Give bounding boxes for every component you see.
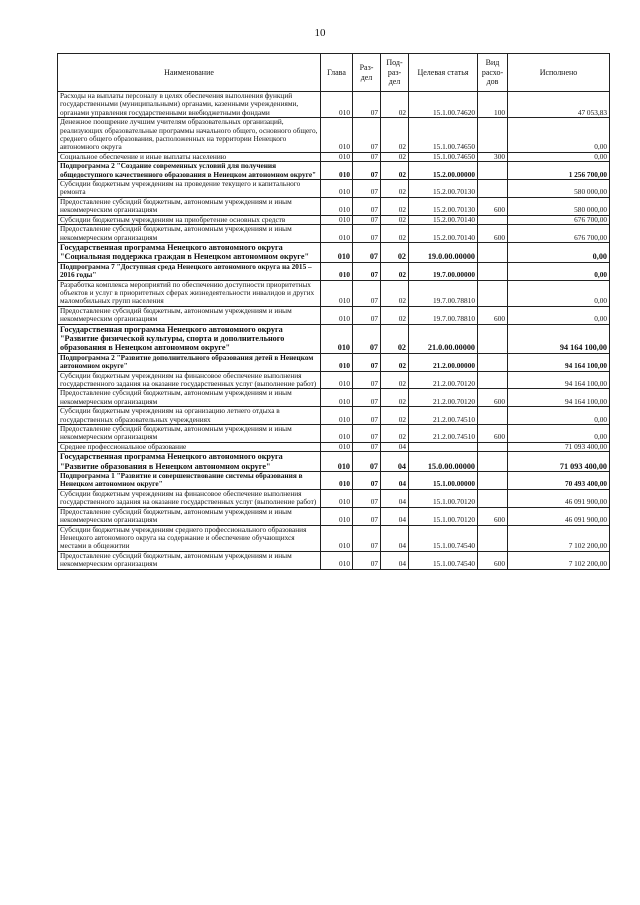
- row-vid: [478, 371, 508, 389]
- header-glava: Глава: [321, 54, 353, 92]
- row-name: Предоставление субсидий бюджетным, автономным учреждениям и иным некоммерческим организациям: [58, 225, 321, 243]
- row-target: 15.2.00.70140: [409, 215, 478, 224]
- row-razdel: 07: [353, 162, 381, 180]
- row-glava: 010: [321, 152, 353, 161]
- row-executed: 0,00: [508, 425, 610, 443]
- row-target: 15.1.00.74650: [409, 152, 478, 161]
- row-podrazdel: 02: [381, 262, 409, 280]
- row-name: Субсидии бюджетным учреждениям среднего профессионального образования Ненецкого автономного округа на содержание и обеспечение обучающихся местами в общежитии: [58, 525, 321, 551]
- row-glava: 010: [321, 389, 353, 407]
- row-glava: 010: [321, 425, 353, 443]
- row-executed: 1 256 700,00: [508, 162, 610, 180]
- row-executed: 676 700,00: [508, 225, 610, 243]
- row-name: Предоставление субсидий бюджетным, автономным учреждениям и иным некоммерческим организациям: [58, 507, 321, 525]
- row-name: Подпрограмма 1 "Развитие и совершенствование системы образования в Ненецком автономном округе": [58, 472, 321, 490]
- row-glava: 010: [321, 353, 353, 371]
- row-executed: 0,00: [508, 152, 610, 161]
- row-name: Предоставление субсидий бюджетным, автономным учреждениям и иным некоммерческим организациям: [58, 425, 321, 443]
- row-target: 19.7.00.78810: [409, 306, 478, 324]
- header-name: Наименование: [58, 54, 321, 92]
- row-razdel: 07: [353, 280, 381, 306]
- row-executed: 0,00: [508, 306, 610, 324]
- row-name: Предоставление субсидий бюджетным, автономным учреждениям и иным некоммерческим организациям: [58, 306, 321, 324]
- table-row: [58, 371, 610, 389]
- row-target: 21.2.00.74510: [409, 425, 478, 443]
- row-name: Субсидии бюджетным учреждениям на финансовое обеспечение выполнения государственного задания на оказание государственных услуг (выполнение работ): [58, 371, 321, 389]
- row-razdel: 07: [353, 472, 381, 490]
- row-executed: 70 493 400,00: [508, 472, 610, 490]
- row-glava: 010: [321, 92, 353, 118]
- row-target: 15.1.00.70120: [409, 507, 478, 525]
- row-podrazdel: 02: [381, 371, 409, 389]
- row-target: 21.2.00.70120: [409, 389, 478, 407]
- row-name: Подпрограмма 7 "Доступная среда Ненецкого автономного округа на 2015 – 2016 годы": [58, 262, 321, 280]
- row-executed: 580 000,00: [508, 197, 610, 215]
- row-podrazdel: 02: [381, 197, 409, 215]
- row-target: 15.2.00.70140: [409, 225, 478, 243]
- row-executed: 0,00: [508, 280, 610, 306]
- table-row: [58, 152, 610, 161]
- row-glava: 010: [321, 118, 353, 153]
- header-row: [58, 54, 610, 92]
- row-name: Государственная программа Ненецкого автономного округа "Социальная поддержка граждан в Ненецком автономном округе": [58, 242, 321, 262]
- budget-table: [57, 53, 610, 570]
- row-vid: [478, 472, 508, 490]
- row-podrazdel: 02: [381, 425, 409, 443]
- row-podrazdel: 02: [381, 118, 409, 153]
- row-executed: 47 053,83: [508, 92, 610, 118]
- table-row: [58, 389, 610, 407]
- row-razdel: 07: [353, 92, 381, 118]
- row-razdel: 07: [353, 353, 381, 371]
- row-name: Среднее профессиональное образование: [58, 442, 321, 451]
- row-name: Государственная программа Ненецкого автономного округа "Развитие образования в Ненецком автономном округе": [58, 452, 321, 472]
- row-executed: 0,00: [508, 242, 610, 262]
- row-name: Субсидии бюджетным учреждениям на приобретение основных средств: [58, 215, 321, 224]
- row-executed: 676 700,00: [508, 215, 610, 224]
- row-podrazdel: 02: [381, 389, 409, 407]
- row-podrazdel: 04: [381, 452, 409, 472]
- row-podrazdel: 04: [381, 551, 409, 569]
- row-vid: [478, 525, 508, 551]
- row-target: 21.2.00.74510: [409, 407, 478, 425]
- row-glava: 010: [321, 551, 353, 569]
- row-glava: 010: [321, 215, 353, 224]
- row-name: Расходы на выплаты персоналу в целях обеспечения выполнения функций государственными (муниципальными) органами, казенными учреждениями, органами управления государственными внебюджетными фондами: [58, 92, 321, 118]
- row-name: Государственная программа Ненецкого автономного округа "Развитие физической культуры, спорта и дополнительного образования в Ненецком автономном округе": [58, 324, 321, 353]
- row-razdel: 07: [353, 152, 381, 161]
- row-glava: 010: [321, 489, 353, 507]
- header-razdel: Раз-дел: [353, 54, 381, 92]
- header-podrazdel: Под-раз-дел: [381, 54, 409, 92]
- row-vid: [478, 242, 508, 262]
- row-target: 19.0.00.00000: [409, 242, 478, 262]
- row-razdel: 07: [353, 489, 381, 507]
- row-executed: 0,00: [508, 118, 610, 153]
- row-glava: 010: [321, 452, 353, 472]
- row-razdel: 07: [353, 215, 381, 224]
- row-name: Предоставление субсидий бюджетным, автономным учреждениям и иным некоммерческим организациям: [58, 389, 321, 407]
- row-vid: 600: [478, 507, 508, 525]
- row-podrazdel: 02: [381, 242, 409, 262]
- row-podrazdel: 02: [381, 306, 409, 324]
- row-podrazdel: 02: [381, 324, 409, 353]
- table-row: [58, 425, 610, 443]
- row-podrazdel: 04: [381, 507, 409, 525]
- header-executed: Исполнено: [508, 54, 610, 92]
- row-target: 15.0.00.00000: [409, 452, 478, 472]
- row-glava: 010: [321, 306, 353, 324]
- row-vid: 600: [478, 425, 508, 443]
- row-vid: [478, 353, 508, 371]
- row-vid: 600: [478, 197, 508, 215]
- row-podrazdel: 02: [381, 407, 409, 425]
- row-executed: 94 164 100,00: [508, 371, 610, 389]
- row-glava: 010: [321, 371, 353, 389]
- table-row: [58, 197, 610, 215]
- row-executed: 7 102 200,00: [508, 525, 610, 551]
- table-row: [58, 489, 610, 507]
- page-number: 10: [314, 27, 326, 39]
- row-glava: 010: [321, 280, 353, 306]
- row-vid: 100: [478, 92, 508, 118]
- row-executed: 71 093 400,00: [508, 442, 610, 451]
- row-executed: 94 164 100,00: [508, 389, 610, 407]
- row-target: 21.2.00.70120: [409, 371, 478, 389]
- row-name: Субсидии бюджетным учреждениям на организацию летнего отдыха в государственных образовательных учреждениях: [58, 407, 321, 425]
- row-target: 19.7.00.00000: [409, 262, 478, 280]
- header-target: Целевая статья: [409, 54, 478, 92]
- table-row: [58, 507, 610, 525]
- row-podrazdel: 02: [381, 180, 409, 198]
- row-podrazdel: 04: [381, 489, 409, 507]
- row-podrazdel: 04: [381, 525, 409, 551]
- row-executed: 0,00: [508, 407, 610, 425]
- table-row: [58, 118, 610, 153]
- row-target: 15.1.00.74620: [409, 92, 478, 118]
- table-row: [58, 442, 610, 451]
- row-vid: [478, 262, 508, 280]
- row-glava: 010: [321, 525, 353, 551]
- row-name: Денежное поощрение лучшим учителям образовательных организаций, реализующих образовательные программы начального общего, основного общего, среднего общего образования, расположенных на территории Ненецкого автономного округа: [58, 118, 321, 153]
- row-target: 15.1.00.74540: [409, 551, 478, 569]
- row-target: 21.2.00.00000: [409, 353, 478, 371]
- row-razdel: 07: [353, 225, 381, 243]
- row-glava: 010: [321, 180, 353, 198]
- table-row: [58, 407, 610, 425]
- row-podrazdel: 04: [381, 442, 409, 451]
- row-vid: [478, 215, 508, 224]
- row-razdel: 07: [353, 442, 381, 451]
- row-vid: 600: [478, 551, 508, 569]
- row-vid: [478, 162, 508, 180]
- table-row: [58, 306, 610, 324]
- table-row: [58, 280, 610, 306]
- row-razdel: 07: [353, 551, 381, 569]
- row-podrazdel: 02: [381, 152, 409, 161]
- table-row: [58, 92, 610, 118]
- row-podrazdel: 02: [381, 225, 409, 243]
- table-row: [58, 324, 610, 353]
- row-name: Разработка комплекса мероприятий по обеспечению доступности приоритетных объектов и услуг в приоритетных сферах жизнедеятельности инвалидов и других маломобильных групп населения: [58, 280, 321, 306]
- row-target: 21.0.00.00000: [409, 324, 478, 353]
- row-razdel: 07: [353, 197, 381, 215]
- row-podrazdel: 02: [381, 92, 409, 118]
- row-podrazdel: 02: [381, 162, 409, 180]
- row-executed: 46 091 900,00: [508, 507, 610, 525]
- row-glava: 010: [321, 262, 353, 280]
- row-glava: 010: [321, 324, 353, 353]
- row-target: 15.2.00.70130: [409, 197, 478, 215]
- row-razdel: 07: [353, 389, 381, 407]
- row-vid: [478, 442, 508, 451]
- table-row: [58, 242, 610, 262]
- header-vid: Вид расхо-дов: [478, 54, 508, 92]
- row-vid: [478, 489, 508, 507]
- row-razdel: 07: [353, 262, 381, 280]
- row-razdel: 07: [353, 118, 381, 153]
- row-podrazdel: 02: [381, 280, 409, 306]
- table-row: [58, 162, 610, 180]
- row-razdel: 07: [353, 407, 381, 425]
- table-row: [58, 452, 610, 472]
- row-target: 15.1.00.74540: [409, 525, 478, 551]
- table-row: [58, 551, 610, 569]
- table-row: [58, 472, 610, 490]
- row-executed: 71 093 400,00: [508, 452, 610, 472]
- row-target: 15.1.00.00000: [409, 472, 478, 490]
- row-name: Предоставление субсидий бюджетным, автономным учреждениям и иным некоммерческим организациям: [58, 197, 321, 215]
- row-target: 15.1.00.70120: [409, 489, 478, 507]
- row-razdel: 07: [353, 507, 381, 525]
- row-name: Подпрограмма 2 "Развитие дополнительного образования детей в Ненецком автономном округе": [58, 353, 321, 371]
- row-target: 19.7.00.78810: [409, 280, 478, 306]
- table-row: [58, 262, 610, 280]
- row-glava: 010: [321, 242, 353, 262]
- row-vid: 600: [478, 225, 508, 243]
- row-razdel: 07: [353, 452, 381, 472]
- row-podrazdel: 04: [381, 472, 409, 490]
- row-vid: 600: [478, 389, 508, 407]
- row-razdel: 07: [353, 180, 381, 198]
- row-glava: 010: [321, 162, 353, 180]
- row-glava: 010: [321, 472, 353, 490]
- table-row: [58, 353, 610, 371]
- row-razdel: 07: [353, 525, 381, 551]
- table-row: [58, 225, 610, 243]
- row-razdel: 07: [353, 324, 381, 353]
- row-target: 15.2.00.70130: [409, 180, 478, 198]
- row-glava: 010: [321, 507, 353, 525]
- row-vid: [478, 324, 508, 353]
- row-vid: [478, 407, 508, 425]
- row-vid: [478, 280, 508, 306]
- row-vid: [478, 118, 508, 153]
- row-target: 15.1.00.74650: [409, 118, 478, 153]
- row-glava: 010: [321, 225, 353, 243]
- row-razdel: 07: [353, 371, 381, 389]
- row-glava: 010: [321, 407, 353, 425]
- row-name: Предоставление субсидий бюджетным, автономным учреждениям и иным некоммерческим организациям: [58, 551, 321, 569]
- row-podrazdel: 02: [381, 353, 409, 371]
- row-target: 15.2.00.00000: [409, 162, 478, 180]
- row-razdel: 07: [353, 425, 381, 443]
- table-row: [58, 525, 610, 551]
- row-executed: 94 164 100,00: [508, 324, 610, 353]
- table-row: [58, 215, 610, 224]
- row-name: Социальное обеспечение и иные выплаты населению: [58, 152, 321, 161]
- table-row: [58, 180, 610, 198]
- row-executed: 46 091 900,00: [508, 489, 610, 507]
- row-podrazdel: 02: [381, 215, 409, 224]
- row-vid: [478, 180, 508, 198]
- row-razdel: 07: [353, 242, 381, 262]
- row-vid: 600: [478, 306, 508, 324]
- row-razdel: 07: [353, 306, 381, 324]
- row-executed: 580 000,00: [508, 180, 610, 198]
- row-vid: [478, 452, 508, 472]
- row-executed: 0,00: [508, 262, 610, 280]
- row-executed: 7 102 200,00: [508, 551, 610, 569]
- row-vid: 300: [478, 152, 508, 161]
- row-name: Субсидии бюджетным учреждениям на проведение текущего и капитального ремонта: [58, 180, 321, 198]
- row-name: Подпрограмма 2 "Создание современных условий для получения общедоступного качественного образования в Ненецком автономном округе": [58, 162, 321, 180]
- row-glava: 010: [321, 442, 353, 451]
- row-executed: 94 164 100,00: [508, 353, 610, 371]
- row-glava: 010: [321, 197, 353, 215]
- row-target: [409, 442, 478, 451]
- row-name: Субсидии бюджетным учреждениям на финансовое обеспечение выполнения государственного задания на оказание государственных услуг (выполнение работ): [58, 489, 321, 507]
